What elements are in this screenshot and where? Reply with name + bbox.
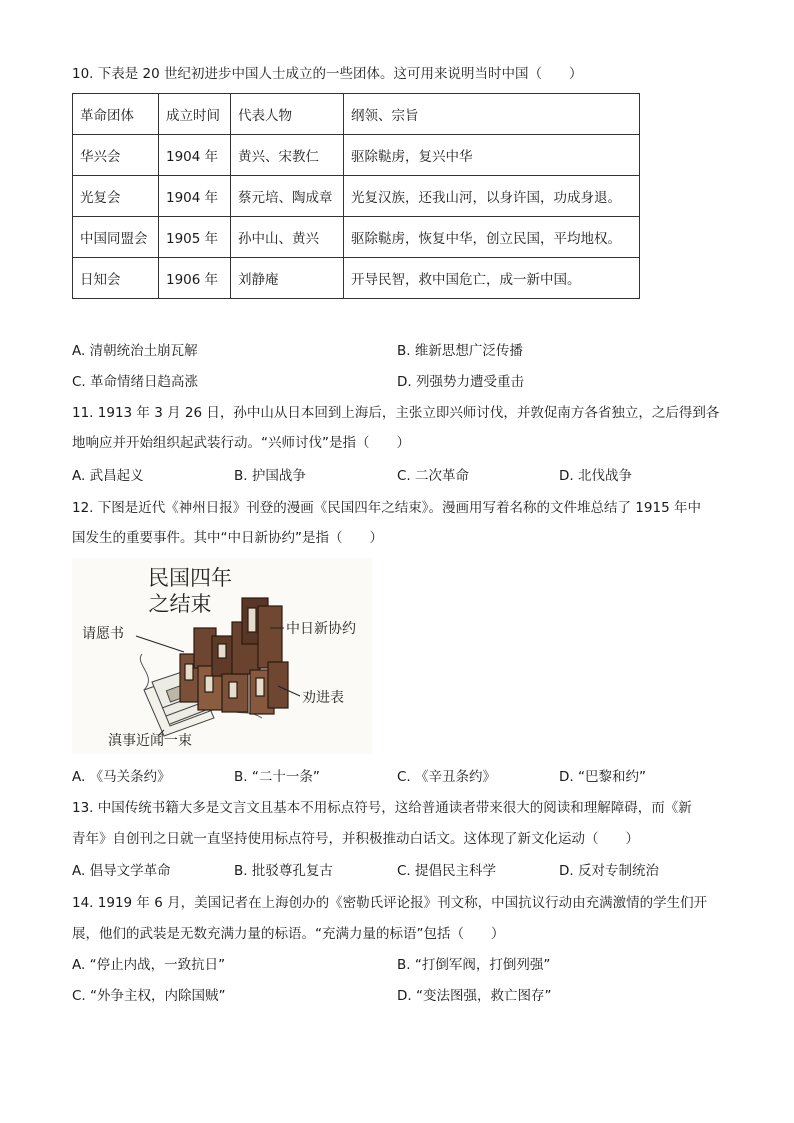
table-row (73, 176, 640, 217)
q14-option-a[interactable]: A. “停止内战，一致抗日” (72, 957, 226, 973)
q14-option-b[interactable]: B. “打倒军阀，打倒列强” (397, 957, 551, 973)
q11-line1: 11. 1913 年 3 月 26 日，孙中山从日本回到上海后，主张立即兴师讨伐，并敦促南方各省独立，之后得到各 (72, 405, 720, 421)
q10-option-b[interactable]: B. 维新思想广泛传播 (397, 343, 523, 359)
q11-line2: 地响应并开始组织起武装行动。“兴师讨伐”是指（ ） (72, 435, 410, 451)
table-cell: 驱除鞑虏，复兴中华 (344, 135, 640, 176)
q14-line2: 展，他们的武装是无数充满力量的标语。“充满力量的标语”包括（ ） (72, 926, 505, 942)
table-header: 成立时间 (159, 94, 231, 135)
table-cell: 日知会 (73, 258, 159, 299)
table-header: 革命团体 (73, 94, 159, 135)
table-cell: 蔡元培、陶成章 (231, 176, 344, 217)
q11-option-b[interactable]: B. 护国战争 (234, 468, 306, 484)
q10-stem: 10. 下表是 20 世纪初进步中国人士成立的一些团体。这可用来说明当时中国（ ） (72, 66, 583, 82)
table-cell: 1905 年 (159, 217, 231, 258)
q11-option-a[interactable]: A. 武昌起义 (72, 468, 144, 484)
cartoon-title-line2: 之结束 (148, 592, 212, 616)
q13-line2: 青年》自创刊之日就一直坚持使用标点符号，并积极推动白话文。这体现了新文化运动（ ） (72, 831, 639, 847)
q13-option-d[interactable]: D. 反对专制统治 (559, 863, 659, 879)
q14-option-c[interactable]: C. “外争主权，内除国贼” (72, 988, 226, 1004)
q12-option-b[interactable]: B. “二十一条” (234, 769, 320, 785)
cartoon-label-news: 滇事近闻一束 (108, 733, 192, 749)
table-header: 纲领、宗旨 (344, 94, 640, 135)
table-cell: 孙中山、黄兴 (231, 217, 344, 258)
table-cell: 驱除鞑虏，恢复中华，创立民国，平均地权。 (344, 217, 640, 258)
table-row (73, 217, 640, 258)
table-cell: 刘静庵 (231, 258, 344, 299)
table-row (73, 135, 640, 176)
table-cell: 光复汉族，还我山河，以身许国，功成身退。 (344, 176, 640, 217)
q11-option-c[interactable]: C. 二次革命 (397, 468, 470, 484)
table-cell: 1904 年 (159, 135, 231, 176)
q11-option-d[interactable]: D. 北伐战争 (559, 468, 632, 484)
q12-option-d[interactable]: D. “巴黎和约” (559, 769, 646, 785)
q13-option-a[interactable]: A. 倡导文学革命 (72, 863, 171, 879)
q12-cartoon (72, 558, 372, 754)
q12-line1: 12. 下图是近代《神州日报》刊登的漫画《民国四年之结束》。漫画用写着名称的文件堆总结了 1915 年中 (72, 500, 701, 516)
q12-option-a[interactable]: A. 《马关条约》 (72, 769, 171, 785)
table-header: 代表人物 (231, 94, 344, 135)
table-header-row (73, 94, 640, 135)
q10-option-d[interactable]: D. 列强势力遭受重击 (397, 374, 524, 390)
table-row (73, 258, 640, 299)
cartoon-label-treaty: 中日新协约 (286, 621, 356, 637)
q10-option-a[interactable]: A. 清朝统治土崩瓦解 (72, 343, 198, 359)
cartoon-title-line1: 民国四年 (148, 566, 232, 590)
q12-line2: 国发生的重要事件。其中“中日新协约”是指（ ） (72, 530, 383, 546)
q14-line1: 14. 1919 年 6 月，美国记者在上海创办的《密勒氏评论报》刊文称，中国抗议行动由充满激情的学生们开 (72, 895, 708, 911)
table-cell: 华兴会 (73, 135, 159, 176)
table-cell: 黄兴、宋教仁 (231, 135, 344, 176)
q10-option-c[interactable]: C. 革命情绪日趋高涨 (72, 374, 199, 390)
q14-option-d[interactable]: D. “变法图强，救亡图存” (397, 988, 552, 1004)
cartoon-label-table: 劝进表 (302, 690, 344, 706)
q12-option-c[interactable]: C. 《辛丑条约》 (397, 769, 497, 785)
q13-line1: 13. 中国传统书籍大多是文言文且基本不用标点符号，这给普通读者带来很大的阅读和理解障碍，而《新 (72, 800, 692, 816)
table-cell: 1904 年 (159, 176, 231, 217)
q13-option-c[interactable]: C. 提倡民主科学 (397, 863, 497, 879)
q10-table (72, 93, 640, 299)
table-cell: 光复会 (73, 176, 159, 217)
table-cell: 中国同盟会 (73, 217, 159, 258)
table-cell: 开导民智，救中国危亡，成一新中国。 (344, 258, 640, 299)
q13-option-b[interactable]: B. 批驳尊孔复古 (234, 863, 333, 879)
table-cell: 1906 年 (159, 258, 231, 299)
cartoon-label-petition: 请愿书 (82, 626, 124, 642)
